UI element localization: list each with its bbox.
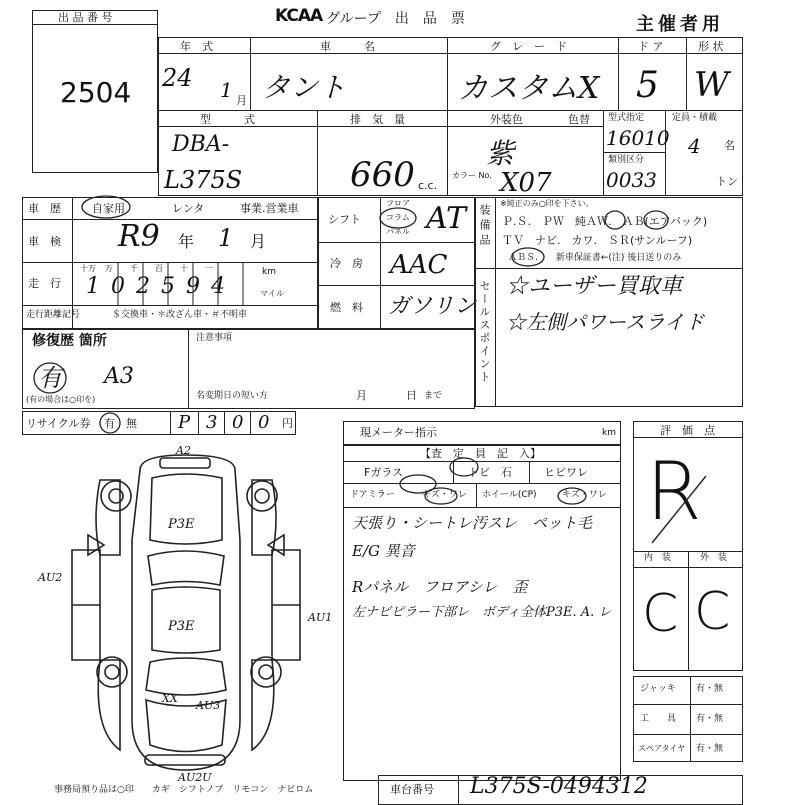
door-label: ド ア — [638, 40, 664, 53]
exterior-label: 外 装 — [700, 553, 728, 563]
shift-floor: フロア — [386, 199, 410, 208]
inspector-note-1: 天張り・シートレ汚スレ ペット毛 — [352, 514, 593, 532]
mileage-digit: 4 — [211, 274, 225, 299]
car-hood — [150, 474, 222, 544]
diagram-rear-mark: AU2U — [178, 771, 212, 784]
repair-value: 有 — [38, 364, 62, 392]
mileage-label: 走 行 — [28, 277, 61, 290]
year-value: 24 — [162, 64, 193, 92]
spare-label: スペアタイヤ — [638, 744, 686, 753]
selling-point-1: ☆ユーザー買取車 — [506, 274, 683, 299]
glass-crack: ヒビワレ — [544, 466, 588, 479]
history-business: 事業.営業車 — [240, 202, 299, 215]
repair-label: 修復歴 箇所 — [32, 333, 107, 349]
inspector-note-4: 左ナビピラー下部レ ボディ全体P3E. A. レ — [352, 605, 612, 620]
shape-value: W — [694, 65, 729, 105]
mileage-digit: 9 — [186, 274, 200, 299]
color-label: 外装色 — [490, 113, 523, 126]
name-label: 車 名 — [320, 40, 375, 53]
inspector-note-3: Rパネル フロアシレ 歪 — [352, 578, 528, 596]
car-windshield — [148, 551, 224, 585]
diagram-rear-mark-2: AU3 — [196, 699, 221, 712]
equipment-note: ※純正のみ○印を下さい。 — [500, 199, 594, 208]
mileage-unit-label: 十万 — [80, 264, 96, 273]
mileage-digit: 0 — [111, 274, 125, 299]
shift-value: AT — [426, 201, 467, 236]
displacement-unit: c.c. — [418, 179, 438, 192]
car-rear-window — [146, 658, 226, 695]
equipment-label: 装備品 — [478, 204, 491, 249]
title-text: グループ 出 品 票 — [326, 11, 465, 27]
equipment-line-1: Ｐ.Ｓ. ＰＷ 純ＡＷ. ＡＢ(エアバック) — [502, 215, 708, 228]
inspection-label: 車 検 — [28, 235, 61, 248]
month-unit: 月 — [236, 94, 247, 107]
wheel-front-left — [101, 481, 131, 511]
left-rear-fender — [98, 660, 120, 750]
mile-unit: マイル — [260, 289, 284, 298]
organizer-label: 主催者用 — [636, 14, 724, 35]
fuel-value: ガソリン — [388, 294, 477, 319]
shift-column: コラム — [386, 213, 410, 222]
mileage-unit-label: 千 — [130, 264, 138, 273]
type-value-2: L375S — [164, 166, 243, 194]
recycle-unit: 円 — [282, 417, 293, 430]
spare-yes-no: 有・無 — [696, 744, 724, 754]
inspector-note-2: E/G 異音 — [352, 542, 415, 560]
diagram-roof-note: P3E — [168, 619, 195, 634]
grade-label: グ レ ー ド — [490, 40, 567, 53]
color-no-value: X07 — [500, 168, 552, 198]
class-label: 類別区分 — [608, 155, 645, 165]
notes-label: 注意事項 — [196, 333, 233, 343]
meter-label: 現メーター指示 — [360, 426, 437, 439]
equipment-line-2: ＴＶ ナビ. カワ. ＳＲ(サンルーフ) — [502, 234, 693, 247]
meter-unit: km — [602, 428, 616, 438]
diagram-left-mark: AU2 — [38, 571, 63, 584]
equipment-line-3: ＡＢＳ. 新車保証書←(注) 後日送りのみ — [508, 253, 682, 263]
repair-location: A3 — [104, 364, 134, 389]
rating-label: 評 価 点 — [660, 424, 715, 437]
lot-number: 2504 — [60, 76, 132, 109]
recycle-digit: 0 — [258, 412, 270, 433]
type-label: 型 式 — [200, 113, 255, 126]
capacity-value: 4 — [688, 134, 701, 158]
color-change-label: 色替 — [568, 113, 590, 126]
displacement-value: 660 — [350, 155, 415, 195]
recycle-yes: 有 — [104, 417, 115, 430]
inspector-header: 【査 定 員 記 入】 — [420, 447, 541, 460]
type-value-1: DBA- — [172, 132, 230, 157]
mileage-digit: 2 — [136, 274, 150, 299]
mileage-unit-label: 百 — [155, 264, 163, 273]
recycle-prefix: P — [178, 412, 191, 433]
diagram-hood-note: P3E — [168, 517, 195, 532]
glass-label: Fガラス — [364, 466, 403, 479]
capacity-label: 定員・積載 — [672, 113, 718, 123]
tool-label: 工 具 — [640, 714, 677, 724]
rear-bumper — [145, 755, 225, 765]
mileage-digit: 1 — [86, 274, 100, 299]
diagram-right-mark: AU1 — [308, 611, 333, 624]
door-value: 5 — [636, 65, 659, 106]
deadline-until: まで — [424, 391, 443, 401]
ac-value: AAC — [390, 250, 448, 280]
history-rental: レンタ — [172, 202, 205, 215]
mileage-digit: 5 — [161, 274, 175, 299]
wheel-label: ホイール(CP) — [482, 490, 537, 500]
color-no-prefix: カラー No. — [452, 171, 492, 180]
inspection-year: R9 — [118, 219, 160, 254]
front-grille — [160, 458, 210, 468]
year-label: 年 式 — [180, 40, 213, 53]
ton-unit: トン — [716, 175, 738, 188]
jack-label: ジャッキ — [640, 684, 676, 694]
right-rear-fender — [252, 660, 274, 750]
repair-sub-label: (有の場合は○印を) — [26, 395, 96, 404]
selling-point-label: セールスポイント — [478, 280, 491, 384]
lot-number-label: 出 品 番 号 — [58, 11, 113, 24]
mileage-unit-label: 一 — [205, 264, 213, 273]
mirror-options: キズ・ワレ — [422, 490, 467, 500]
grade-value: カスタムX — [458, 71, 600, 106]
interior-label: 内 装 — [644, 553, 672, 563]
history-private: 自家用 — [92, 202, 125, 215]
diagram-xx-mark: XX — [162, 692, 178, 705]
inspection-month-unit: 月 — [250, 232, 267, 251]
recycle-digit: 3 — [206, 412, 218, 433]
right-mirror — [268, 535, 284, 555]
glass-chip-options: トビ 石 — [468, 466, 512, 479]
rating-value: R — [646, 445, 702, 538]
deadline-label: 名変期日の短い方 — [196, 391, 269, 401]
interior-value: C — [642, 584, 679, 644]
mileage-unit-label: 十 — [180, 264, 188, 273]
mileage-note-label: 走行距離記号 — [26, 310, 81, 320]
mileage-unit-label: 万 — [105, 264, 113, 273]
name-value: タント — [262, 71, 347, 104]
exterior-value: C — [694, 582, 731, 642]
chassis-value: L375S-0494312 — [470, 774, 648, 799]
capacity-unit: 名 — [724, 139, 735, 152]
color-value: 紫 — [486, 137, 515, 170]
displacement-label: 排 気 量 — [350, 113, 405, 126]
jack-yes-no: 有・無 — [696, 684, 724, 694]
wheel-rear-left — [97, 657, 127, 687]
mileage-note: ＄交換車・＊改ざん車・＃不明車 — [112, 310, 248, 320]
deadline-month: 月 — [356, 389, 367, 402]
selling-point-2: ☆左側パワースライド — [506, 310, 705, 334]
km-unit: km — [262, 267, 276, 277]
inspection-year-unit: 年 — [178, 232, 195, 251]
shape-label: 形 状 — [698, 40, 724, 53]
fuel-label: 燃 料 — [330, 301, 363, 314]
recycle-label: リサイクル券 — [26, 417, 91, 430]
model-designation-label: 型式指定 — [608, 113, 645, 123]
wheel-options: キズ・ワレ — [562, 490, 607, 500]
deadline-day: 日 — [406, 389, 417, 402]
title-logo: KCAA — [275, 6, 323, 26]
tool-yes-no: 有・無 — [696, 714, 724, 724]
class-value: 0033 — [606, 168, 657, 192]
right-front-fender — [252, 480, 276, 555]
history-label: 車 歴 — [28, 202, 61, 215]
month-value: 1 — [220, 78, 233, 102]
model-designation-value: 16010 — [606, 126, 670, 150]
wheel-rear-right — [251, 657, 281, 687]
shift-label: シフト — [328, 213, 361, 226]
left-front-fender — [96, 480, 120, 555]
ac-label: 冷 房 — [330, 257, 363, 270]
recycle-no: 無 — [126, 417, 137, 430]
inspection-month: 1 — [218, 224, 234, 252]
left-mirror — [88, 535, 104, 555]
chassis-label: 車台番号 — [390, 783, 434, 796]
shift-panel: パネル — [386, 227, 410, 236]
recycle-digit: 0 — [232, 412, 244, 433]
footer-note: 事務局預り品は○印 カギ シフトノブ リモコン ナビロム — [54, 785, 314, 795]
mirror-label: ドアミラー — [350, 490, 395, 500]
diagram-front-mark: A2 — [176, 444, 191, 457]
